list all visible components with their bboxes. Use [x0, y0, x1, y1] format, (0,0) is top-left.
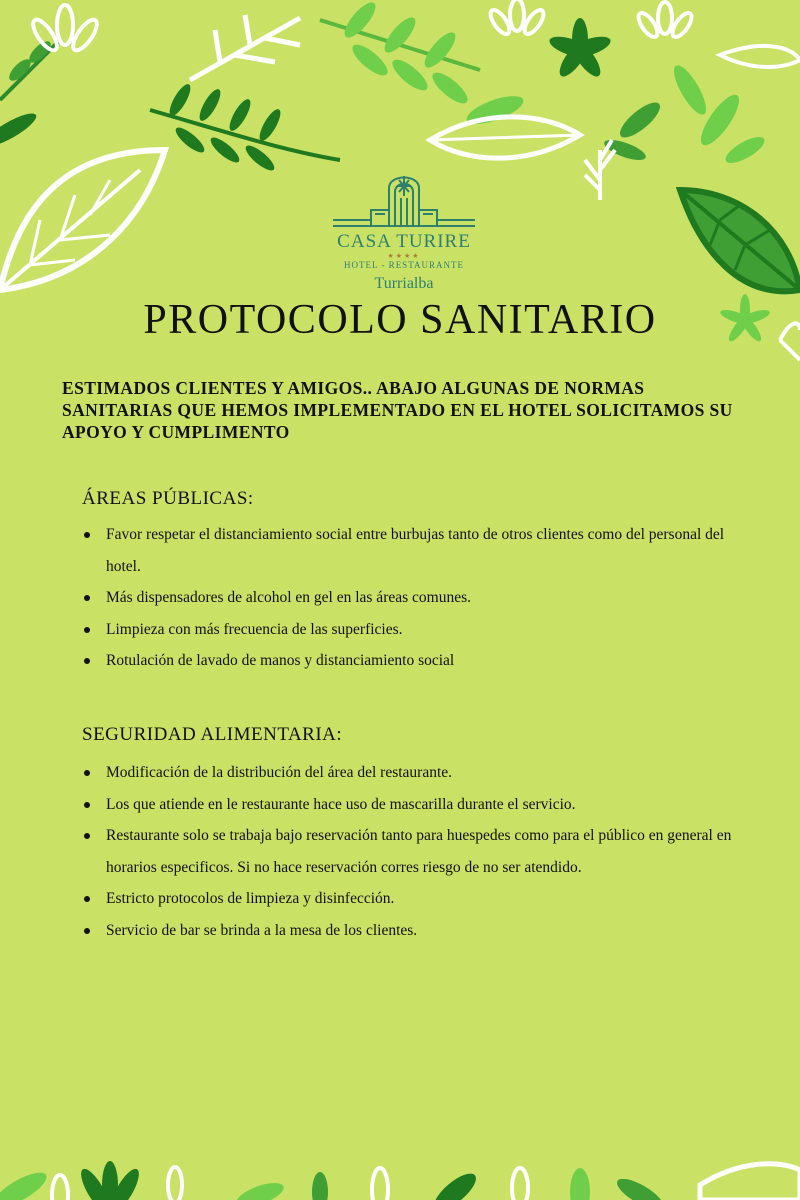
list-item-text: Los que atiende en le restaurante hace uso de mascarilla durante el servicio.: [106, 795, 576, 813]
white-leaf-icon: [430, 117, 580, 158]
bullet-icon: [84, 658, 90, 664]
list-item-text: Servicio de bar se brinda a la mesa de los clientes.: [106, 921, 418, 939]
bullet-icon: [84, 595, 90, 601]
list-item: [84, 820, 744, 883]
intro-text: ESTIMADOS CLIENTES Y AMIGOS.. ABAJO ALGUNAS DE NORMAS SANITARIAS QUE HEMOS IMPLEMENTADO EN EL HOTEL SOLICITAMOS SU APOYO Y CUMPLIMENTO: [62, 378, 733, 442]
list-item: [84, 614, 744, 646]
list-item-text: Favor respetar el distanciamiento social entre burbujas tanto de otros clientes como del personal del hotel.: [106, 526, 725, 575]
hotel-logo: [330, 168, 478, 294]
food-safety-list: [84, 757, 744, 946]
white-flower-icon: [487, 0, 695, 40]
bottom-foliage: [0, 1161, 800, 1200]
brand-city: Turrialba: [374, 275, 434, 292]
section-heading-public-areas: ÁREAS PÚBLICAS:: [82, 488, 254, 509]
page-title: PROTOCOLO SANITARIO: [143, 297, 657, 343]
white-leaf-icon: [0, 150, 165, 290]
list-item: [84, 645, 744, 677]
bullet-icon: [84, 770, 90, 776]
white-twig-icon: [585, 46, 800, 200]
list-item-text: Limpieza con más frecuencia de las superficies.: [106, 620, 403, 638]
white-twig-icon: [190, 15, 300, 80]
bullet-icon: [84, 627, 90, 633]
brand-name: CASA TURIRE: [337, 231, 471, 252]
light-leaf-branch-icon: [320, 0, 527, 130]
bullet-icon: [84, 896, 90, 902]
section-heading-food-safety: SEGURIDAD ALIMENTARIA:: [82, 724, 343, 745]
bullet-icon: [84, 802, 90, 808]
public-areas-list: [84, 519, 744, 677]
fern-icon: [150, 81, 340, 174]
list-item-text: Más dispensadores de alcohol en gel en las áreas comunes.: [106, 589, 471, 606]
star-rating: ★★★★: [387, 252, 421, 260]
star-leaf-icon: [547, 18, 613, 81]
bullet-icon: [84, 928, 90, 934]
list-item: [84, 883, 744, 915]
list-item-text: Modificación de la distribución del área del restaurante.: [106, 764, 453, 781]
list-item: [84, 915, 744, 947]
list-item-text: Restaurante solo se trabaja bajo reservación tanto para huespedes como para el público en general en horarios especificos. Si no hace reservación corres riesgo de no ser atendido.: [106, 827, 732, 876]
dark-leaf-icon: [680, 190, 800, 291]
list-item-text: Rotulación de lavado de manos y distanciamiento social: [106, 652, 455, 669]
bullet-icon: [84, 833, 90, 839]
list-item-text: Estricto protocolos de limpieza y disinfección.: [106, 890, 395, 907]
leaf-sprig-icon: [602, 61, 768, 168]
list-item: [84, 519, 744, 582]
castle-logo-icon: [331, 168, 477, 230]
bullet-icon: [84, 532, 90, 538]
leaf-sprig-icon: [0, 38, 60, 152]
list-item: [84, 789, 744, 821]
list-item: [84, 582, 744, 614]
brand-subtitle: HOTEL - RESTAURANTE: [344, 260, 464, 270]
list-item: [84, 757, 744, 789]
